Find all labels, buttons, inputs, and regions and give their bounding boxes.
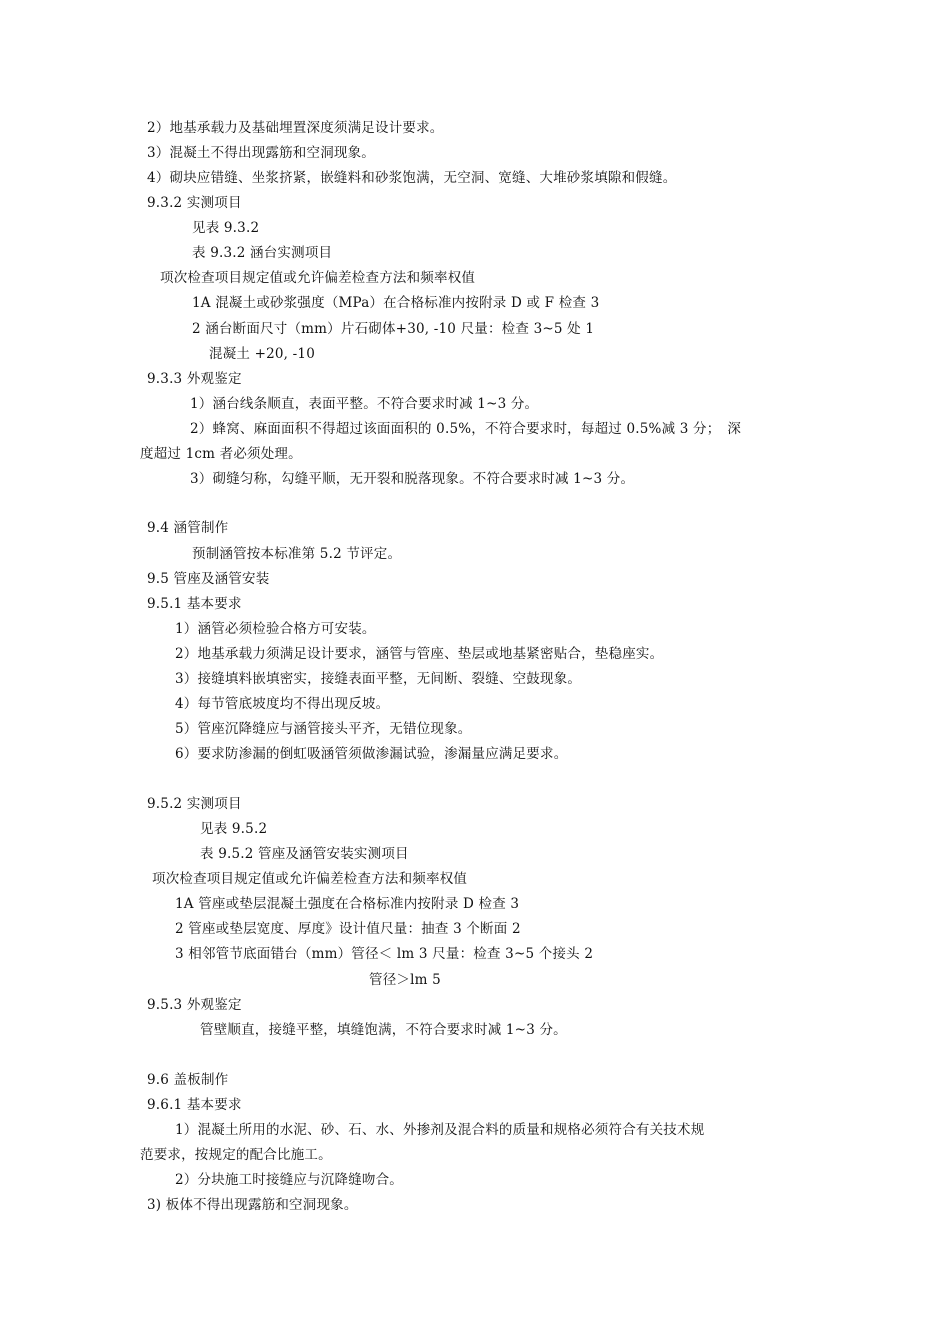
section-heading: 9.3.2 实测项目 — [147, 195, 242, 211]
text-line: 2）分块施工时接缝应与沉降缝吻合。 — [175, 1172, 403, 1188]
text-line: 3）接缝填料嵌填密实，接缝表面平整，无间断、裂缝、空鼓现象。 — [175, 671, 582, 687]
table-caption: 表 9.5.2 管座及涵管安装实测项目 — [200, 846, 409, 862]
text-line: 4）每节管底坡度均不得出现反坡。 — [175, 696, 390, 712]
text-line: 见表 9.3.2 — [192, 220, 260, 236]
section-heading: 9.6 盖板制作 — [147, 1072, 229, 1088]
table-row: 管径＞lm 5 — [369, 972, 441, 988]
table-header: 项次检查项目规定值或允许偏差检查方法和频率权值 — [160, 270, 476, 286]
text-line: 3）混凝土不得出现露筋和空洞现象。 — [147, 145, 375, 161]
text-line: 3) 板体不得出现露筋和空洞现象。 — [147, 1197, 358, 1213]
text-line: 预制涵管按本标准第 5.2 节评定。 — [192, 546, 402, 562]
text-line: 2）地基承载力须满足设计要求，涵管与管座、垫层或地基紧密贴合，垫稳座实。 — [175, 646, 664, 662]
table-row: 3 相邻管节底面错台（mm）管径＜ lm 3 尺量：检查 3~5 个接头 2 — [175, 946, 594, 962]
text-line: 1）混凝土所用的水泥、砂、石、水、外掺剂及混合料的质量和规格必须符合有关技术规 — [175, 1122, 705, 1138]
text-line: 1）涵台线条顺直，表面平整。不符合要求时减 1~3 分。 — [190, 396, 539, 412]
text-line: 管壁顺直，接缝平整，填缝饱满，不符合要求时减 1~3 分。 — [200, 1022, 567, 1038]
table-header: 项次检查项目规定值或允许偏差检查方法和频率权值 — [152, 871, 468, 887]
text-line: 2）地基承载力及基础埋置深度须满足设计要求。 — [147, 120, 444, 136]
text-line: 2）蜂窝、麻面面积不得超过该面面积的 0.5%，不符合要求时，每超过 0.5%减 3 分； 深 — [190, 421, 742, 437]
section-heading: 9.5 管座及涵管安装 — [147, 571, 270, 587]
text-line: 度超过 1cm 者必须处理。 — [140, 446, 302, 462]
text-line: 范要求，按规定的配合比施工。 — [140, 1147, 332, 1163]
section-heading: 9.5.2 实测项目 — [147, 796, 242, 812]
text-line: 1）涵管必须检验合格方可安装。 — [175, 621, 376, 637]
section-heading: 9.5.3 外观鉴定 — [147, 997, 242, 1013]
text-line: 见表 9.5.2 — [200, 821, 268, 837]
text-line: 3）砌缝匀称，勾缝平顺，无开裂和脱落现象。不符合要求时减 1~3 分。 — [190, 471, 635, 487]
text-line: 6）要求防渗漏的倒虹吸涵管须做渗漏试验，渗漏量应满足要求。 — [175, 746, 568, 762]
section-heading: 9.6.1 基本要求 — [147, 1097, 242, 1113]
table-row: 2 管座或垫层宽度、厚度》设计值尺量：抽查 3 个断面 2 — [175, 921, 521, 937]
table-row: 2 涵台断面尺寸（mm）片石砌体+30, -10 尺量：检查 3~5 处 1 — [192, 321, 595, 337]
section-heading: 9.4 涵管制作 — [147, 520, 229, 536]
table-row: 1A 管座或垫层混凝土强度在合格标准内按附录 D 检查 3 — [175, 896, 520, 912]
table-row: 1A 混凝土或砂浆强度（MPa）在合格标准内按附录 D 或 F 检查 3 — [192, 295, 600, 311]
section-heading: 9.3.3 外观鉴定 — [147, 371, 242, 387]
text-line: 4）砌块应错缝、坐浆挤紧，嵌缝料和砂浆饱满，无空洞、宽缝、大堆砂浆填隙和假缝。 — [147, 170, 677, 186]
table-row: 混凝土 +20, -10 — [209, 346, 316, 362]
text-line: 5）管座沉降缝应与涵管接头平齐，无错位现象。 — [175, 721, 472, 737]
section-heading: 9.5.1 基本要求 — [147, 596, 242, 612]
table-caption: 表 9.3.2 涵台实测项目 — [192, 245, 333, 261]
